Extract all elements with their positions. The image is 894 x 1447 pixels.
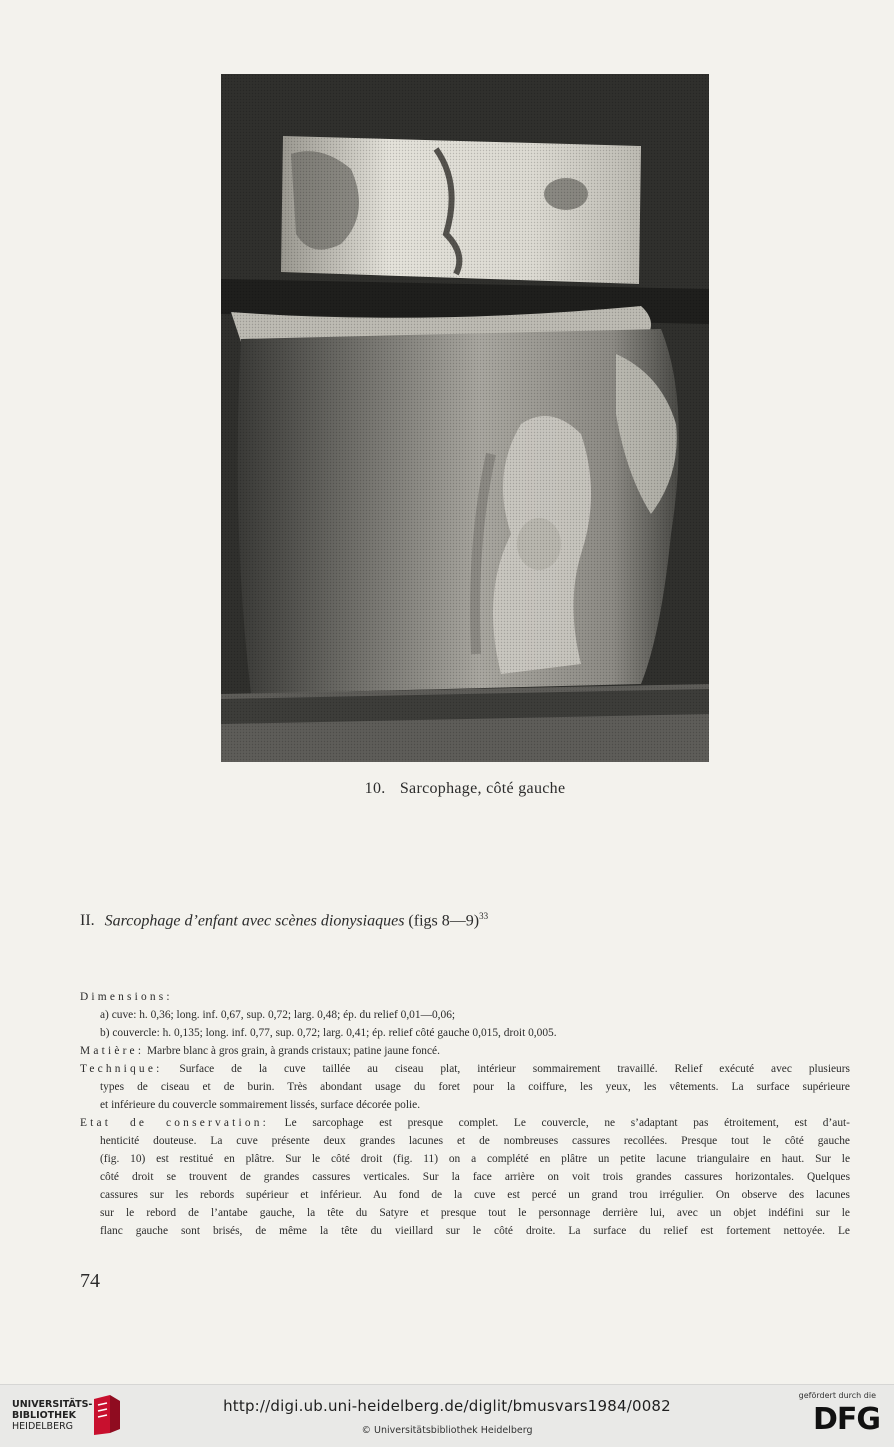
etat-term: Etat de conservation: xyxy=(80,1117,269,1129)
matiere-text: Marbre blanc à gros grain, à grands cristaux; patine jaune foncé. xyxy=(147,1045,440,1057)
dimensions-b: b) couvercle: h. 0,135; long. inf. 0,77, sup. 0,72; larg. 0,41; ép. relief côté gauche 0,015, droit 0,005. xyxy=(100,1027,557,1039)
dfg-logo: DFG xyxy=(812,1402,880,1437)
section-figs: (figs 8—9) xyxy=(408,912,480,930)
caption-text: Sarcophage, côté gauche xyxy=(399,780,566,797)
etat-entry xyxy=(80,1114,850,1132)
etat-line-3: (fig. 10) est restitué en plâtre. Sur le côté droit (fig. 11) on a complété en plâtre un petite lacune triangulaire en haut. Sur le xyxy=(100,1153,850,1165)
matiere-term: Matière: xyxy=(80,1045,145,1057)
etat-line-7: flanc gauche sont brisés, de même la tête du vieillard sur le côté droite. La surface du relief est fortement nettoyée. Le xyxy=(100,1225,850,1237)
funded-by-label: gefördert durch die xyxy=(798,1391,876,1400)
etat-line-6: sur le rebord de l’antabe gauche, la tête du Satyre et presque tout le personnage derrière lui, avec un objet indéfini sur le xyxy=(100,1207,850,1219)
technique-term: Technique: xyxy=(80,1063,163,1075)
section-number: II. xyxy=(80,912,95,930)
matiere-entry xyxy=(80,1042,850,1060)
etat-line-2: henticité douteuse. La cuve présente deux grandes lacunes et de nombreuses cassures recollées. Presque tout le côté gauche xyxy=(100,1135,850,1147)
dimensions-entry xyxy=(80,988,850,1006)
figure-caption xyxy=(221,780,709,798)
catalogue-body xyxy=(80,988,850,1240)
caption-number: 10. xyxy=(364,780,386,797)
technique-line-3: et inférieure du couvercle sommairement lissés, surface décorée polie. xyxy=(100,1099,421,1111)
library-line-2: BIBLIOTHEK xyxy=(12,1410,76,1421)
library-line-1: UNIVERSITÄTS- xyxy=(12,1399,93,1410)
page-number: 74 xyxy=(80,1270,100,1292)
etat-line-1: Le sarcophage est presque complet. Le couvercle, ne s’adaptant pas étroitement, est d’aut- xyxy=(284,1117,850,1129)
library-line-3: HEIDELBERG xyxy=(12,1421,74,1432)
etat-line-4: côté droit se trouvent de grandes cassures verticales. Sur la face arrière on voit trois grandes cassures horizontales. Quelques xyxy=(100,1171,850,1183)
copyright-notice: © Universitätsbibliothek Heidelberg xyxy=(361,1425,533,1436)
etat-line-5: cassures sur les rebords supérieur et inférieur. Au fond de la cuve est percé un grand trou irrégulier. On observe des lacunes xyxy=(100,1189,850,1201)
dimensions-a: a) cuve: h. 0,36; long. inf. 0,67, sup. 0,72; larg. 0,48; ép. du relief 0,01—0,06; xyxy=(100,1009,456,1021)
technique-line-1: Surface de la cuve taillée au ciseau plat, intérieur sommairement travaillé. Relief exécuté avec plusieurs xyxy=(179,1063,850,1075)
footnote-ref: 33 xyxy=(479,911,489,921)
document-url-link[interactable]: http://digi.ub.uni-heidelberg.de/diglit/bmusvars1984/0082 xyxy=(223,1397,671,1415)
sarcophagus-photo xyxy=(221,74,709,762)
section-heading xyxy=(80,911,488,930)
dimensions-term: Dimensions: xyxy=(80,991,173,1003)
section-title-text: Sarcophage d’enfant avec scènes dionysiaques xyxy=(104,912,405,930)
technique-entry xyxy=(80,1060,850,1078)
sarcophagus-illustration xyxy=(221,74,709,762)
technique-line-2: types de ciseau et de burin. Très abondant usage du foret pour la coiffure, les yeux, les vêtements. La surface supérieure xyxy=(100,1081,850,1093)
viewer-footer xyxy=(0,1384,894,1447)
